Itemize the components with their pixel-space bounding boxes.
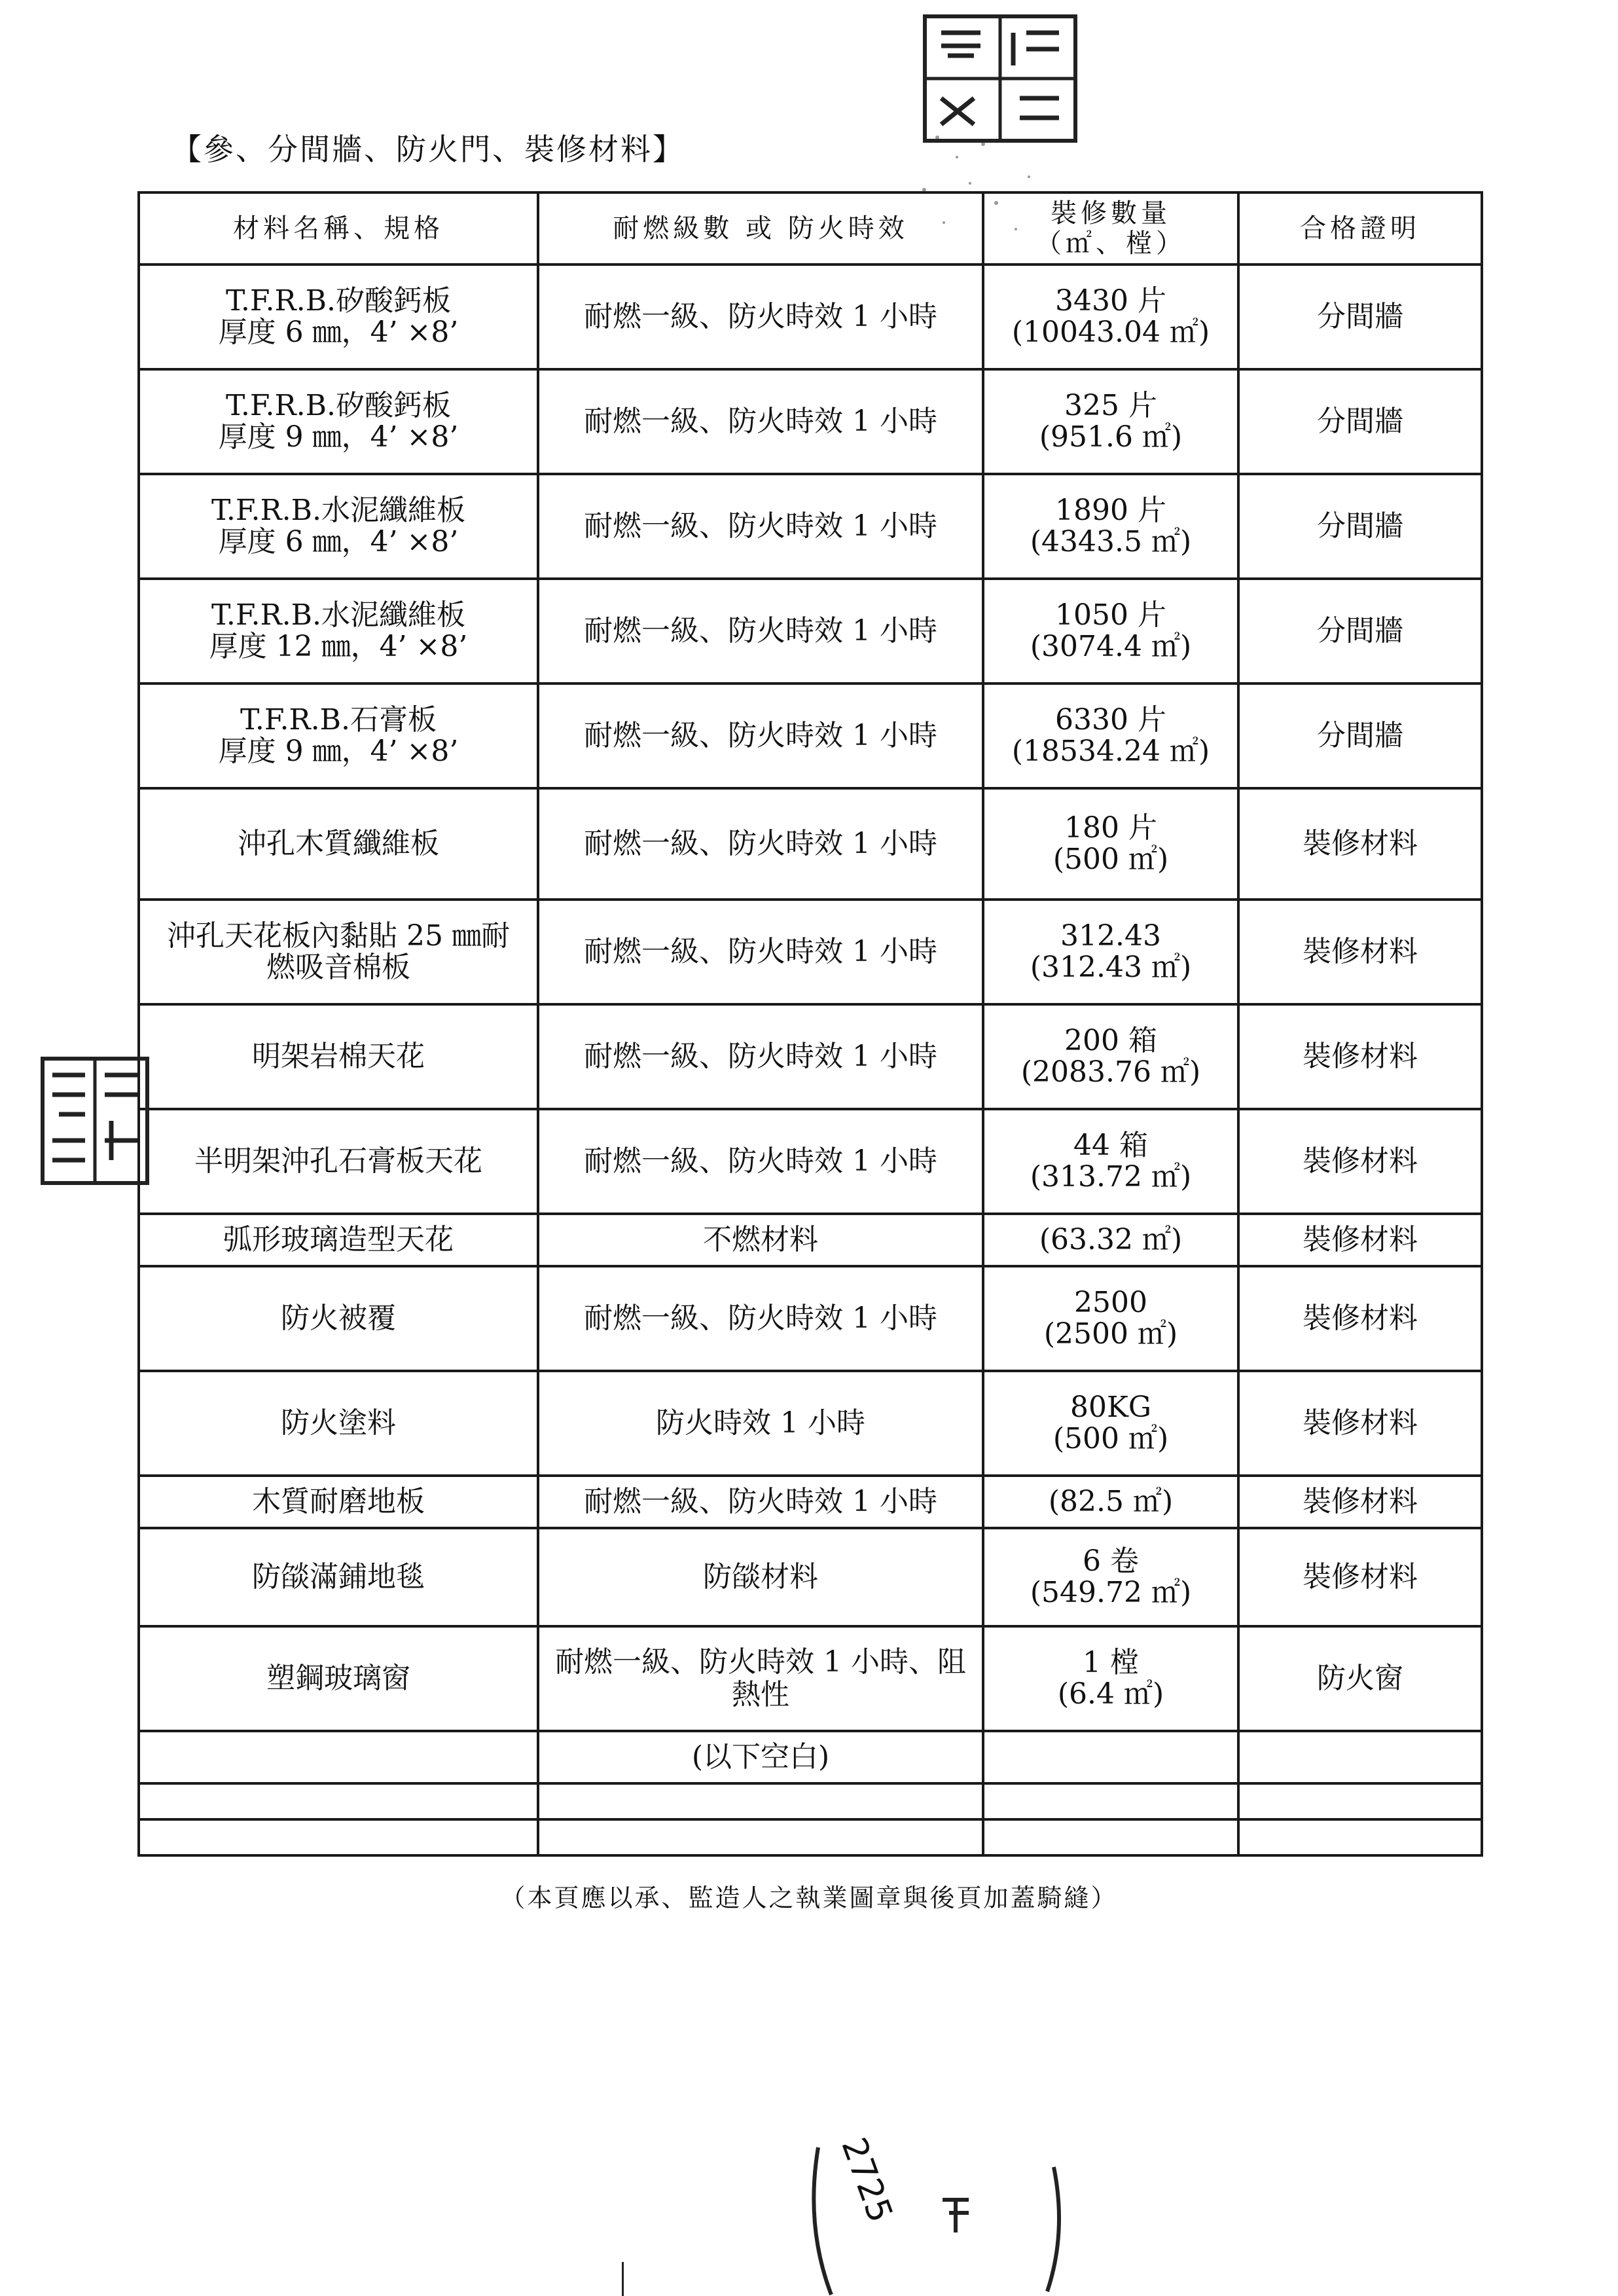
cell-quantity: 325 片 (951.6 ㎡) — [983, 369, 1238, 474]
blank-note: (以下空白) — [538, 1731, 983, 1783]
table-row — [139, 900, 1482, 1004]
scan-artifact — [622, 2262, 624, 2296]
seam-stamp-partial — [799, 2141, 1073, 2296]
empty-cell — [983, 1819, 1238, 1855]
table-row — [139, 683, 1482, 788]
cell-certificate: 裝修材料 — [1238, 788, 1482, 900]
left-seal — [39, 1055, 151, 1186]
header-quantity: 裝修數量 （㎡、樘） — [983, 192, 1238, 264]
cell-material-name: 沖孔木質纖維板 — [139, 788, 538, 900]
empty-cell — [139, 1783, 538, 1819]
cell-certificate: 裝修材料 — [1238, 1528, 1482, 1626]
cell-rating: 耐燃一級、防火時效 1 小時 — [538, 369, 983, 474]
cell-material-name: 明架岩棉天花 — [139, 1004, 538, 1109]
empty-cell — [139, 1731, 538, 1783]
cell-quantity: 180 片 (500 ㎡) — [983, 788, 1238, 900]
cell-rating: 耐燃一級、防火時效 1 小時、阻熱性 — [538, 1626, 983, 1731]
cell-quantity: 44 箱 (313.72 ㎡) — [983, 1109, 1238, 1214]
cell-rating: 耐燃一級、防火時效 1 小時 — [538, 788, 983, 900]
cell-certificate: 分間牆 — [1238, 579, 1482, 683]
table-row — [139, 1626, 1482, 1731]
cell-certificate: 裝修材料 — [1238, 1266, 1482, 1371]
cell-material-name: 木質耐磨地板 — [139, 1476, 538, 1528]
cell-material-name: T.F.R.B.矽酸鈣板 厚度 9 ㎜，4’ ×8’ — [139, 369, 538, 474]
table-row — [139, 264, 1482, 369]
table-row — [139, 579, 1482, 683]
cell-material-name: 沖孔天花板內黏貼 25 ㎜耐 燃吸音棉板 — [139, 900, 538, 1004]
header-material-name: 材料名稱、規格 — [139, 192, 538, 264]
cell-material-name: 防燄滿鋪地毯 — [139, 1528, 538, 1626]
header-rating: 耐燃級數 或 防火時效 — [538, 192, 983, 264]
cell-material-name: 弧形玻璃造型天花 — [139, 1214, 538, 1266]
table-row — [139, 1476, 1482, 1528]
table-row — [139, 369, 1482, 474]
cell-rating: 耐燃一級、防火時效 1 小時 — [538, 474, 983, 579]
cell-certificate: 分間牆 — [1238, 683, 1482, 788]
empty-row — [139, 1819, 1482, 1855]
cell-certificate: 裝修材料 — [1238, 1109, 1482, 1214]
cell-certificate: 裝修材料 — [1238, 1371, 1482, 1476]
empty-cell — [1238, 1783, 1482, 1819]
cell-quantity: 2500 (2500 ㎡) — [983, 1266, 1238, 1371]
empty-cell — [1238, 1731, 1482, 1783]
section-title: 【參、分間牆、防火門、裝修材料】 — [171, 132, 685, 167]
empty-row — [139, 1783, 1482, 1819]
smudged-seal — [898, 98, 1107, 282]
cell-rating: 耐燃一級、防火時效 1 小時 — [538, 579, 983, 683]
footnote: （本頁應以承、監造人之執業圖章與後頁加蓋騎縫） — [500, 1884, 1118, 1912]
table-row — [139, 1004, 1482, 1109]
cell-quantity: 6 卷 (549.72 ㎡) — [983, 1528, 1238, 1626]
cell-quantity: 1890 片 (4343.5 ㎡) — [983, 474, 1238, 579]
cell-quantity: 6330 片 (18534.24 ㎡) — [983, 683, 1238, 788]
cell-quantity: 1050 片 (3074.4 ㎡) — [983, 579, 1238, 683]
cell-rating: 耐燃一級、防火時效 1 小時 — [538, 264, 983, 369]
table-row — [139, 1528, 1482, 1626]
materials-table — [137, 191, 1483, 1857]
table-header-row — [139, 192, 1482, 264]
empty-cell — [983, 1731, 1238, 1783]
cell-certificate: 分間牆 — [1238, 264, 1482, 369]
cell-material-name: T.F.R.B.水泥纖維板 厚度 6 ㎜，4’ ×8’ — [139, 474, 538, 579]
table-row — [139, 1731, 1482, 1783]
cell-material-name: 防火塗料 — [139, 1371, 538, 1476]
cell-quantity: (82.5 ㎡) — [983, 1476, 1238, 1528]
cell-rating: 防燄材料 — [538, 1528, 983, 1626]
cell-rating: 防火時效 1 小時 — [538, 1371, 983, 1476]
seam-stamp-number: 2725 — [833, 2132, 900, 2228]
cell-material-name: 防火被覆 — [139, 1266, 538, 1371]
empty-cell — [538, 1819, 983, 1855]
cell-quantity: 200 箱 (2083.76 ㎡) — [983, 1004, 1238, 1109]
cell-rating: 不燃材料 — [538, 1214, 983, 1266]
cell-quantity: 80KG (500 ㎡) — [983, 1371, 1238, 1476]
table-row — [139, 1214, 1482, 1266]
empty-cell — [1238, 1819, 1482, 1855]
cell-material-name: 塑鋼玻璃窗 — [139, 1626, 538, 1731]
cell-rating: 耐燃一級、防火時效 1 小時 — [538, 1004, 983, 1109]
cell-certificate: 防火窗 — [1238, 1626, 1482, 1731]
cell-quantity: (63.32 ㎡) — [983, 1214, 1238, 1266]
empty-cell — [139, 1819, 538, 1855]
table-row — [139, 474, 1482, 579]
cell-certificate: 裝修材料 — [1238, 1004, 1482, 1109]
cell-rating: 耐燃一級、防火時效 1 小時 — [538, 1476, 983, 1528]
cell-quantity: 3430 片 (10043.04 ㎡) — [983, 264, 1238, 369]
cell-certificate: 裝修材料 — [1238, 900, 1482, 1004]
cell-rating: 耐燃一級、防火時效 1 小時 — [538, 683, 983, 788]
cell-rating: 耐燃一級、防火時效 1 小時 — [538, 1266, 983, 1371]
header-certificate: 合格證明 — [1238, 192, 1482, 264]
empty-cell — [538, 1783, 983, 1819]
empty-cell — [983, 1783, 1238, 1819]
table-row — [139, 1266, 1482, 1371]
cell-certificate: 裝修材料 — [1238, 1476, 1482, 1528]
cell-quantity: 1 樘 (6.4 ㎡) — [983, 1626, 1238, 1731]
cell-material-name: T.F.R.B.水泥纖維板 厚度 12 ㎜，4’ ×8’ — [139, 579, 538, 683]
table-row — [139, 788, 1482, 900]
cell-material-name: T.F.R.B.石膏板 厚度 9 ㎜，4’ ×8’ — [139, 683, 538, 788]
cell-material-name: 半明架沖孔石膏板天花 — [139, 1109, 538, 1214]
table-row — [139, 1109, 1482, 1214]
table-row — [139, 1371, 1482, 1476]
cell-certificate: 分間牆 — [1238, 474, 1482, 579]
cell-material-name: T.F.R.B.矽酸鈣板 厚度 6 ㎜，4’ ×8’ — [139, 264, 538, 369]
cell-quantity: 312.43 (312.43 ㎡) — [983, 900, 1238, 1004]
cell-rating: 耐燃一級、防火時效 1 小時 — [538, 1109, 983, 1214]
cell-certificate: 裝修材料 — [1238, 1214, 1482, 1266]
cell-certificate: 分間牆 — [1238, 369, 1482, 474]
cell-rating: 耐燃一級、防火時效 1 小時 — [538, 900, 983, 1004]
